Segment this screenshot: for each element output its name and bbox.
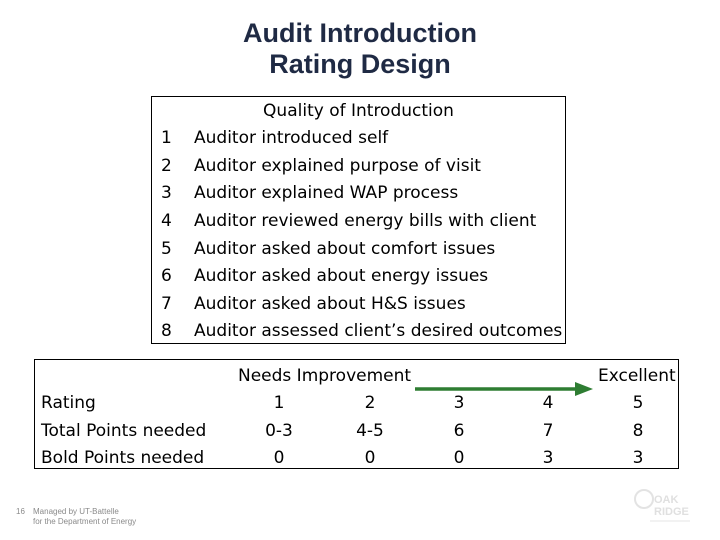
bold-points-value: 0 [273, 448, 285, 468]
rating-row-label: Rating [41, 393, 96, 413]
row-text: Auditor reviewed energy bills with client [194, 211, 537, 231]
row-text: Auditor assessed client’s desired outcomes [194, 321, 563, 341]
row-text: Auditor introduced self [194, 128, 389, 148]
needs-improvement-label: Needs Improvement [238, 366, 412, 386]
total-points-row-label: Total Points needed [41, 421, 207, 441]
svg-text:RIDGE: RIDGE [654, 506, 689, 518]
bold-points-value: 3 [542, 448, 554, 468]
row-text: Auditor explained WAP process [194, 183, 459, 203]
row-number: 4 [161, 211, 172, 231]
improvement-arrow [415, 381, 595, 397]
row-number: 5 [161, 239, 172, 259]
row-text: Auditor asked about energy issues [194, 266, 489, 286]
slide-title [0, 18, 720, 80]
rating-value: 5 [632, 393, 644, 413]
title-line-2: Rating Design [269, 49, 451, 79]
rating-value: 1 [273, 393, 285, 413]
row-number: 8 [161, 321, 172, 341]
row-text: Auditor explained purpose of visit [194, 156, 481, 176]
footer-credit [33, 507, 136, 527]
rating-table [34, 359, 679, 469]
svg-text:OAK: OAK [654, 494, 679, 506]
title-line-1: Audit Introduction [243, 18, 477, 48]
footer-line-1: Managed by UT-Battelle [33, 507, 119, 516]
total-points-value: 8 [632, 421, 644, 441]
rating-value: 4 [542, 393, 554, 413]
row-number: 3 [161, 183, 172, 203]
total-points-value: 0-3 [265, 421, 293, 441]
excellent-label: Excellent [598, 366, 676, 386]
row-number: 7 [161, 294, 172, 314]
total-points-value: 4-5 [356, 421, 384, 441]
bold-points-value: 0 [364, 448, 376, 468]
total-points-value: 6 [453, 421, 465, 441]
oak-ridge-logo-icon [632, 485, 692, 529]
bold-points-value: 0 [453, 448, 465, 468]
quality-table-header: Quality of Introduction [263, 101, 454, 121]
row-text: Auditor asked about comfort issues [194, 239, 496, 259]
row-number: 6 [161, 266, 172, 286]
bold-points-value: 3 [632, 448, 644, 468]
footer-line-2: for the Department of Energy [33, 517, 137, 526]
row-text: Auditor asked about H&S issues [194, 294, 466, 314]
rating-value: 2 [364, 393, 376, 413]
row-number: 1 [161, 128, 172, 148]
quality-of-introduction-table [151, 96, 566, 344]
total-points-value: 7 [542, 421, 554, 441]
arrow-head [575, 382, 593, 396]
row-number: 2 [161, 156, 172, 176]
page-number: 16 [16, 507, 25, 516]
bold-points-row-label: Bold Points needed [41, 448, 205, 468]
rating-value: 3 [453, 393, 465, 413]
